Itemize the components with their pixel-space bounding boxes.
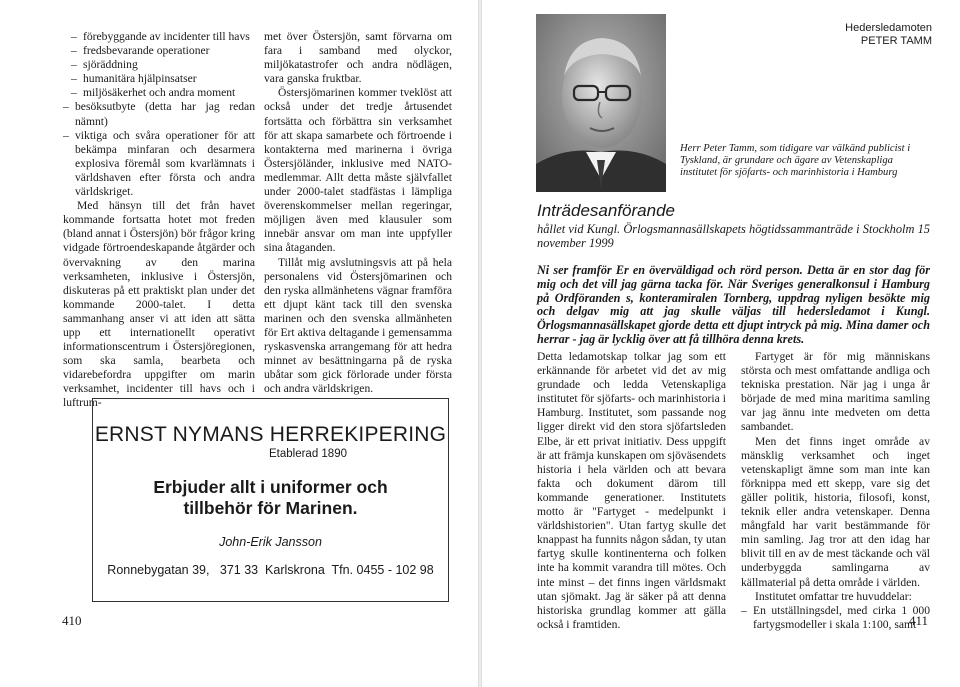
header-honorary-member: Hedersledamoten — [845, 22, 932, 34]
left-column-1 — [63, 30, 255, 411]
speech-occasion: hållet vid Kungl. Örlogsmannasällskapets högtidssammanträde i Stockholm 15 november 1999 — [537, 222, 930, 250]
ad-title: ERNST NYMANS HERREKIPERING — [94, 423, 447, 446]
running-header — [845, 22, 932, 48]
page-number-left: 410 — [62, 613, 82, 628]
ad-offer-line-1: Erbjuder allt i uniformer och — [153, 477, 388, 497]
section-title: Inträdesanförande — [537, 201, 675, 220]
list-item: – förebyggande av incidenter till havs — [63, 30, 255, 44]
ad-offer — [93, 477, 448, 519]
portrait-photo-image — [536, 14, 666, 192]
page-number-right: 411 — [909, 613, 929, 628]
left-paragraph-2: met över Östersjön, samt förvarna om fara i samband med olyckor, miljökatastrofer och andra nödlägen, vara ganska fruktbar. — [264, 30, 452, 86]
ad-address: Ronnebygatan 39, 371 33 Karlskrona Tfn. 0455 - 102 98 — [107, 563, 434, 577]
list-item: – sjöräddning — [63, 58, 255, 72]
left-paragraph-3: Östersjömarinen kommer tveklöst att också under det tredje årtusendet fortsätta och förbättra sin verksamhet för att skapa samarbete och förtroende i kontakterna med marinerna i övriga Östersjöländer, inklusive med NATO-medlemmar. Allt detta måste självfallet under 2000-talet stadfästas i lämpliga överenskommelser mellan regeringar, möjligen även med klausuler som innebär ansvar om man inte uppfyller sina åtaganden. — [264, 86, 452, 255]
right-column-1 — [537, 350, 726, 632]
ad-contact-person: John-Erik Jansson — [219, 535, 322, 549]
right-paragraph-3: Men det finns inget område av mänsklig verksamhet och inget vetenskapligt ämne som man inte kan förknippa med ett skepp, vare sig det gäller politik, historia, filosofi, konst, teknik eller andra vetenskaper. Denna mångfald har varit bestämmande för min samling. Jag tror att den idag har blivit till en av de mest täckande och väl underbyggda samlingarna av källmaterial på detta område i världen. — [741, 434, 930, 589]
ad-established: Etablerad 1890 — [268, 448, 347, 460]
header-name: PETER TAMM — [860, 35, 932, 47]
portrait-photo — [536, 14, 666, 192]
right-paragraph-4: Institutet omfattar tre huvuddelar: — [755, 589, 912, 603]
right-paragraph-2: Fartyget är för mig människans största och mest omfattande andliga och tekniska prestation. När jag i unga år började de med mina maritima samling var jag ännu inte medveten om detta sambandet. — [741, 350, 930, 434]
left-column-2 — [264, 30, 452, 396]
right-paragraph-1: Detta ledamotskap tolkar jag som ett erkännande för arbetet vid det av mig grundade och ledda Vetenskapliga institutet för sjöfarts- och marinhistoria i Hamburg. Institutet, som passande nog ligger direkt vid den stora sjöfartsleden Elbe, är ett privat initiativ. Dess uppgift är att främja kunskapen om sjöväsendets historia i hela världen och att bevara fakta och dokument därom till kommande generationer. Institutets motto är "Fartyget - medelpunkt i världshistorien". Utan fartyg skulle det knappast ha funnits någon sådan, ty utan fartyg skulle kontinenterna och folken inte ha kommit varandra till mötes. Och inte minst – det finns ingen världsmakt utan sjömakt. Jag är säker på att denna historiska grundlag kommer att gälla också i framtiden. — [537, 350, 726, 631]
ad-offer-line-2: tillbehör för Marinen. — [183, 498, 358, 518]
photo-caption: Herr Peter Tamm, som tidigare var välkänd publicist i Tyskland, är grundare och ägare av Vetenskapliga institutet för sjöfarts- och marinhistoria i Hamburg — [680, 143, 911, 178]
left-paragraph-4: Tillåt mig avslutningsvis att på hela personalens vid Östersjömarinen och den ryska allmänhetens vägnar framföra ett djupt känt tack till den svenska marinen och den svenska allmänheten för Ert aktiva deltagande i gemensamma ryskasvenska arrangemang för att hedra minnet av besättningarna på de ryska ubåtar som gick förlorade under första och andra världskrigen. — [264, 255, 452, 396]
list-item: – viktiga och svåra operationer för att bekämpa minfaran och desarmera explosiva föremål som kvarlämnats i världshaven efter första och andra världskriget. — [63, 129, 255, 199]
institute-parts-list — [741, 604, 930, 632]
list-item: – En utställningsdel, med cirka 1 000 fartygsmodeller i skala 1:100, samt — [741, 604, 930, 632]
lead-paragraph: Ni ser framför Er en överväldigad och rörd person. Detta är en stor dag för mig och det vill jag gärna tacka för. När Sveriges generalkonsul i Hamburg på Ordföranden s, konteramiralen Tornberg, uppdrag nyligen besökte mig och delgav mig att jag skulle väljas till hedersledamot i Kungl. Örlogsmannasällskapet gjorde detta ett djupt intryck på mig. Mina damer och herrar - jag är lycklig över att få tillhöra denna krets. — [537, 263, 930, 346]
left-paragraph-1: Med hänsyn till det från havet kommande fortsatta hotet mot freden (bland annat i Östersjön) bör frågor kring vidgade förtroendeskapande åtgärder och övervakning av den marina verksamheten, inklusive i Östersjön, diskuteras på ett praktiskt plan under det kommande 2000-talet. I detta sammanhang anser vi att iden att sätta upp ett internationellt operativt informationscentrum i Östersjöregionen, som ska samla, bearbeta och vidarebefordra uppgifter om marin verksamhet, incidenter till havs och i luftrum- — [63, 199, 255, 410]
activity-list — [63, 30, 255, 199]
right-column-2 — [741, 350, 930, 632]
advertisement-box — [92, 398, 449, 602]
list-item: – humanitära hjälpinsatser — [63, 72, 255, 86]
list-item: – besöksutbyte (detta har jag redan nämnt) — [63, 100, 255, 128]
list-item: – fredsbevarande operationer — [63, 44, 255, 58]
list-item: – miljösäkerhet och andra moment — [63, 86, 255, 100]
